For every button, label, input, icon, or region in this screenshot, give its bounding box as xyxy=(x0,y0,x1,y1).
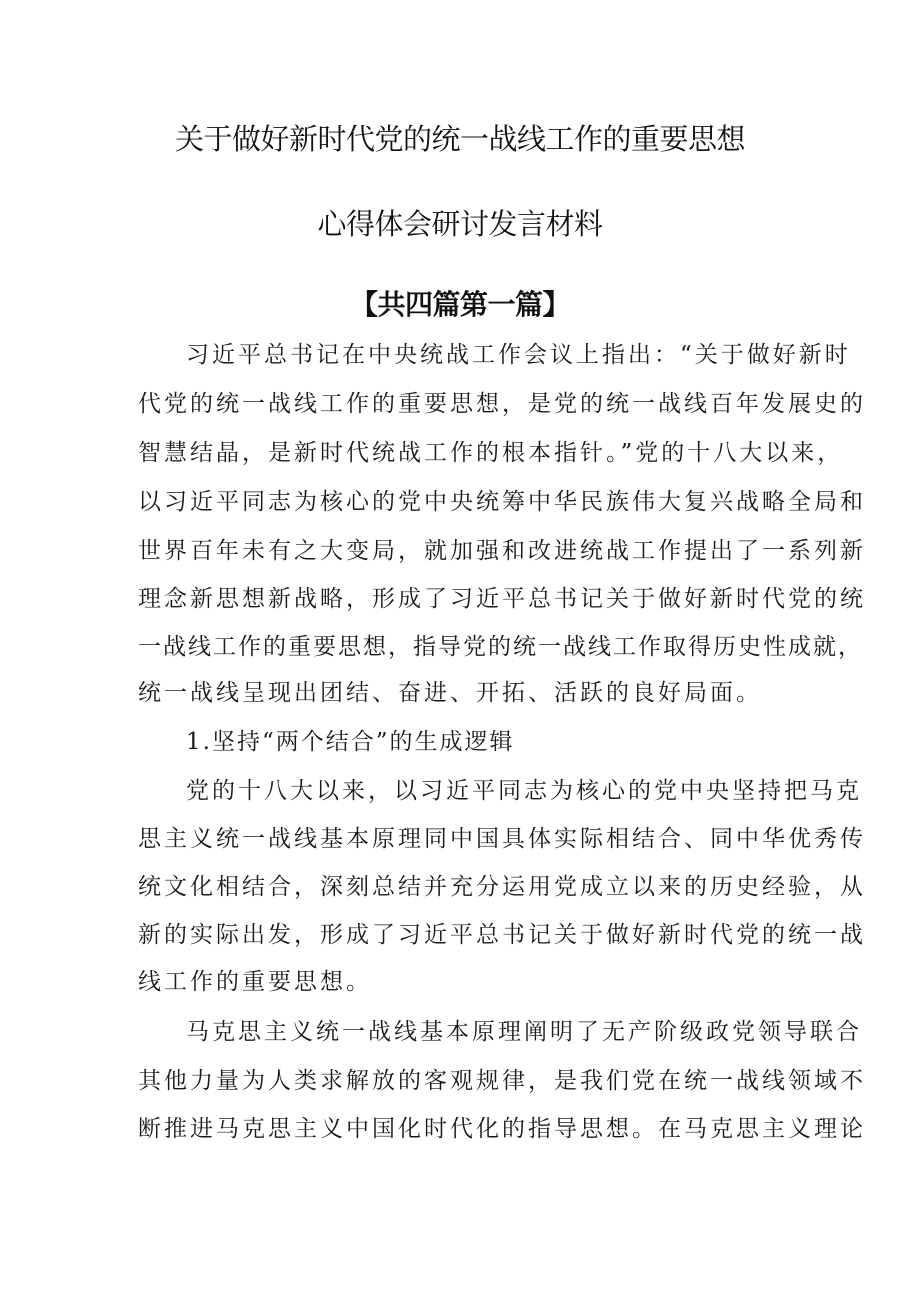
paragraph-line: 以习近平同志为核心的党中央统筹中华民族伟大复兴战略全局和 xyxy=(138,489,866,515)
paragraph-line: 一战线工作的重要思想，指导党的统一战线工作取得历史性成就， xyxy=(138,634,863,660)
paragraph-line: 党的十八大以来，以习近平同志为核心的党中央坚持把马克 xyxy=(186,778,862,804)
paragraph-line: 代党的统一战线工作的重要思想，是党的统一战线百年发展史的 xyxy=(138,391,866,417)
paragraph-line: 智慧结晶，是新时代统战工作的根本指针。”党的十八大以来， xyxy=(138,440,844,466)
paragraph-line: 新的实际出发，形成了习近平总书记关于做好新时代党的统一战 xyxy=(138,922,866,948)
paragraph-line: 其他力量为人类求解放的客观规律，是我们党在统一战线领域不 xyxy=(138,1068,866,1094)
paragraph-line: 世界百年未有之大变局，就加强和改进统战工作提出了一系列新 xyxy=(138,538,866,564)
paragraph-line: 思主义统一战线基本原理同中国具体实际相结合、同中华优秀传 xyxy=(138,826,866,852)
paragraph-line: 统文化相结合，深刻总结并充分运用党成立以来的历史经验，从 xyxy=(138,874,866,900)
document-title-line-2: 心得体会研讨发言材料 xyxy=(317,207,603,241)
document-subtitle: 【共四篇第一篇】 xyxy=(349,288,570,321)
section-heading: 1.坚持“两个结合”的生成逻辑 xyxy=(186,729,515,755)
document-title-line-1: 关于做好新时代党的统一战线工作的重要思想 xyxy=(174,122,745,156)
paragraph-line: 习近平总书记在中央统战工作会议上指出：“关于做好新时 xyxy=(186,342,851,368)
paragraph-line: 线工作的重要思想。 xyxy=(138,969,372,995)
paragraph-line: 断推进马克思主义中国化时代化的指导思想。在马克思主义理论 xyxy=(138,1116,866,1142)
paragraph-line: 马克思主义统一战线基本原理阐明了无产阶级政党领导联合 xyxy=(186,1019,862,1045)
paragraph-line: 理念新思想新战略，形成了习近平总书记关于做好新时代党的统 xyxy=(138,586,866,612)
paragraph-line: 统一战线呈现出团结、奋进、开拓、活跃的良好局面。 xyxy=(138,680,762,706)
